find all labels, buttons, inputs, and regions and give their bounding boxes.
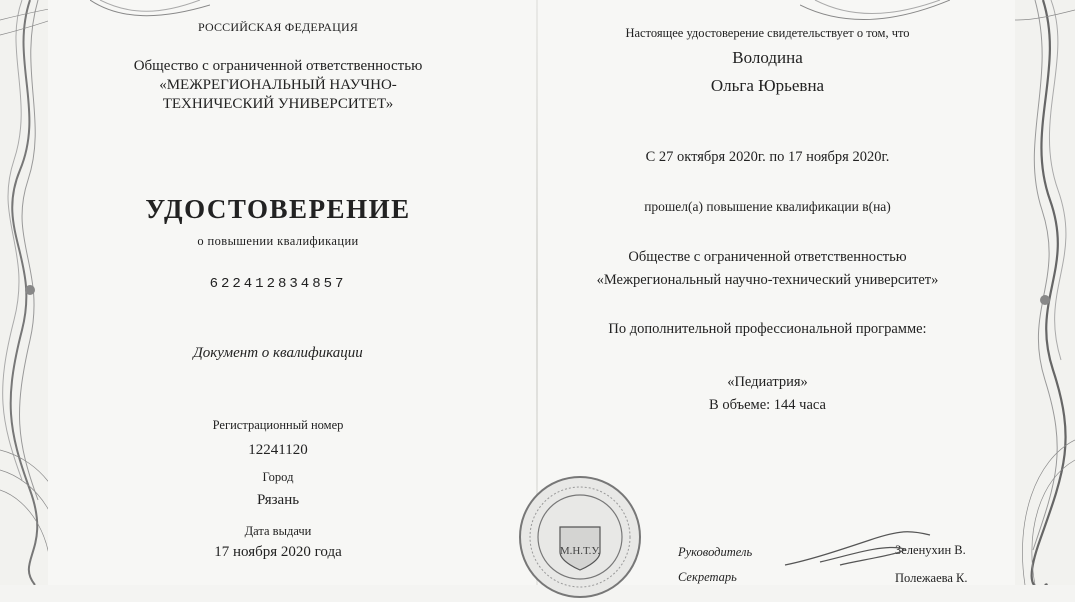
program-name: «Педиатрия» <box>727 374 808 390</box>
top-right-ornament <box>800 0 950 28</box>
issue-date-value: 17 ноября 2020 года <box>214 544 342 560</box>
org-line-3: ТЕХНИЧЕСКИЙ УНИВЕРСИТЕТ» <box>162 96 394 112</box>
certificate-number: 622412834857 <box>209 276 347 292</box>
program-label: По дополнительной профессиональной программе: <box>608 321 927 337</box>
registration-number: 12241120 <box>248 442 308 458</box>
registration-label: Регистрационный номер <box>212 418 344 432</box>
institution-line-2: «Межрегиональный научно-технический университет» <box>596 272 939 288</box>
document-subtitle: о повышении квалификации <box>197 234 359 248</box>
secretary-label: Секретарь <box>678 570 737 584</box>
city-value: Рязань <box>256 492 300 508</box>
head-name: Зеленухин В. <box>895 543 966 557</box>
head-label: Руководитель <box>678 545 753 559</box>
document-type: Документ о квалификации <box>193 345 363 361</box>
country-label: РОССИЙСКАЯ ФЕДЕРАЦИЯ <box>197 20 359 34</box>
institution-line-1: Обществе с ограниченной ответственностью <box>628 249 907 265</box>
seal-text: М.Н.Т.У. <box>559 545 601 557</box>
document-title: УДОСТОВЕРЕНИЕ <box>145 194 411 224</box>
left-ornamental-border <box>0 0 48 585</box>
passed-text: прошел(а) повышение квалификации в(на) <box>644 199 891 214</box>
stamp-seal <box>515 472 645 602</box>
intro-text: Настоящее удостоверение свидетельствует о том, что <box>625 26 910 40</box>
org-line-2: «МЕЖРЕГИОНАЛЬНЫЙ НАУЧНО- <box>159 77 397 93</box>
issue-date-label: Дата выдачи <box>244 524 312 538</box>
program-volume: В объеме: 144 часа <box>709 397 826 413</box>
org-line-1: Общество с ограниченной ответственностью <box>133 58 423 74</box>
secretary-name: Полежаева К. <box>895 571 968 585</box>
city-label: Город <box>262 470 294 484</box>
holder-surname: Володина <box>732 48 803 67</box>
holder-name: Ольга Юрьевна <box>710 76 825 95</box>
handwritten-signature <box>780 520 940 580</box>
right-ornamental-border <box>1015 0 1075 585</box>
training-period: С 27 октября 2020г. по 17 ноября 2020г. <box>645 149 890 165</box>
